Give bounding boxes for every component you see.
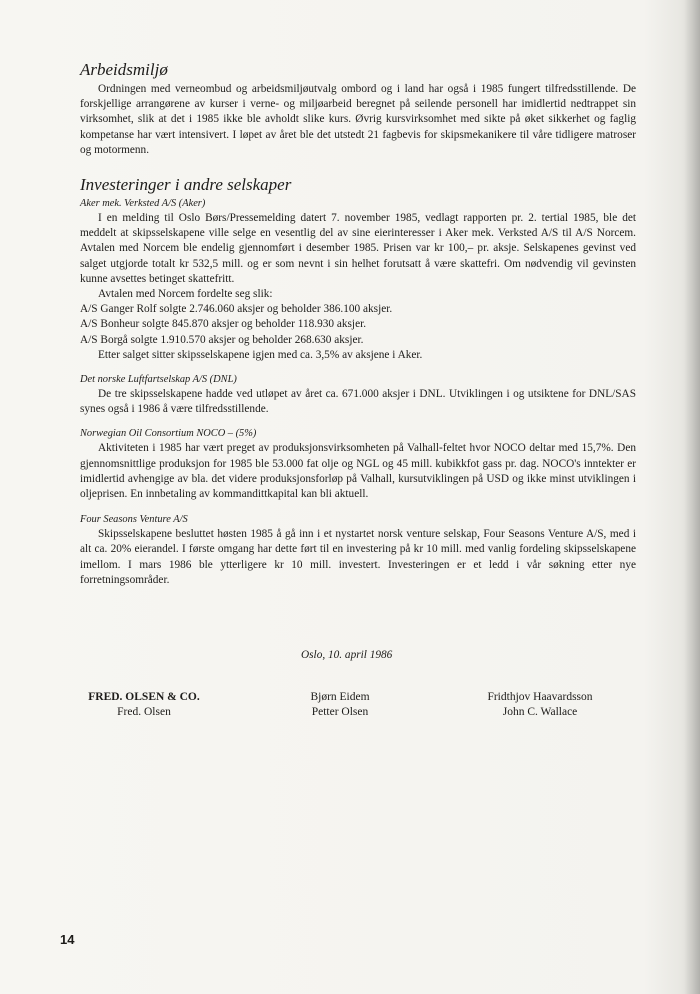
company-name: FRED. OLSEN & CO. xyxy=(88,691,200,703)
paragraph-aker: I en melding til Oslo Børs/Pressemelding datert 7. november 1985, vedlagt rapporten pr. 2. tertial 1985, ble det meddelt at skipsselskapene ville selge en vesentlig del av sine eierinteresser i Aker mek. Verksted A/S til A/S Norcem. Avtalen med Norcem ble endelig gjennomført i desember 1985. Prisen var kr 100,– pr. aksje. Selskapenes gevinst ved salget utgjorde totalt kr 532,5 mill. og er som nevnt i sin helhet forutsatt å være skattefri. Om nødvendig vil gevinsten kunne avsettes betinget skattefritt. xyxy=(80,212,636,285)
aker-line-borga: A/S Borgå solgte 1.910.570 aksjer og beholder 268.630 aksjer. xyxy=(80,333,364,346)
page-content xyxy=(80,60,636,588)
aker-line-bonheur: A/S Bonheur solgte 845.870 aksjer og beholder 118.930 aksjer. xyxy=(80,318,367,331)
page-edge-shadow xyxy=(684,0,700,994)
signatory-petter-olsen: Petter Olsen xyxy=(311,706,369,718)
heading-investeringer: Investeringer i andre selskaper xyxy=(80,175,292,195)
subheading-four-seasons: Four Seasons Venture A/S xyxy=(80,514,188,526)
paragraph-noco: Aktiviteten i 1985 har vært preget av produksjonsvirksomheten på Valhall-feltet hvor NOCO deltar med 15,7%. Den gjennomsnittlige produksjon for 1985 ble 53.000 fat olje og NGL og 45 mill. kubikkfot gass pr. dag. NOCO's inntekter er imidlertid avhengige av bla. det videre produksjonsforløp på Valhall, kursutviklingen på USD og ikke minst utviklingen i oljeprisen. En innbetaling av kommandittkapital kan bli aktuell. xyxy=(80,442,636,501)
aker-closing: Etter salget sitter skipsselskapene igjen med ca. 3,5% av aksjene i Aker. xyxy=(98,348,423,361)
signature-block-board-2 xyxy=(480,690,600,720)
signatory-fred-olsen: Fred. Olsen xyxy=(117,706,171,718)
signature-block-company xyxy=(84,690,204,720)
aker-line-ganger-rolf: A/S Ganger Rolf solgte 2.746.060 aksjer og beholder 386.100 aksjer. xyxy=(80,303,393,316)
signature-block-board-1 xyxy=(300,690,380,720)
subheading-noco: Norwegian Oil Consortium NOCO – (5%) xyxy=(80,428,257,440)
signatory-fridthjov-haavardsson: Fridthjov Haavardsson xyxy=(487,691,593,703)
aker-intro: Avtalen med Norcem fordelte seg slik: xyxy=(98,288,273,301)
signatory-john-wallace: John C. Wallace xyxy=(502,706,578,718)
paragraph-four-seasons: Skipsselskapene besluttet høsten 1985 å gå inn i et nystartet norsk venture selskap, Four Seasons Venture A/S, med i alt ca. 20% eierandel. I første omgang har dette ført til en investering på kr 10 mill. med vanlig fordeling skipsselskapene imellom. I mars 1986 ble ytterligere kr 10 mill. investert. Investeringen er et ledd i vår søkning etter nye forretningsområder. xyxy=(80,528,636,586)
paragraph-arbeidsmiljo: Ordningen med verneombud og arbeidsmiljøutvalg ombord og i land har også i 1985 fungert tilfredsstillende. De forskjellige arrangørene av kurser i verne- og miljøarbeid beregnet på seilende personell har imidlertid nedtrappet sin virksomhet, slik at det i 1985 ikke ble avholdt slike kurs. Øvrig kursvirksomhet med sikte på øket sikkerhet og faglig kompetanse har vært intensivert. I løpet av året ble det utstedt 21 fagbevis for skipsmekanikere til våre tidligere matroser og motormenn. xyxy=(80,83,636,156)
dateline: Oslo, 10. april 1986 xyxy=(301,649,393,661)
subheading-aker: Aker mek. Verksted A/S (Aker) xyxy=(80,198,206,210)
page-number: 14 xyxy=(60,932,75,947)
signatory-bjorn-eidem: Bjørn Eidem xyxy=(310,691,370,703)
paragraph-dnl: De tre skipsselskapene hadde ved utløpet av året ca. 671.000 aksjer i DNL. Utviklingen i og utsiktene for DNL/SAS synes også i 1986 å være tilfredsstillende. xyxy=(80,388,636,416)
subheading-dnl: Det norske Luftfartselskap A/S (DNL) xyxy=(80,374,237,386)
heading-arbeidsmiljo: Arbeidsmiljø xyxy=(80,60,168,79)
